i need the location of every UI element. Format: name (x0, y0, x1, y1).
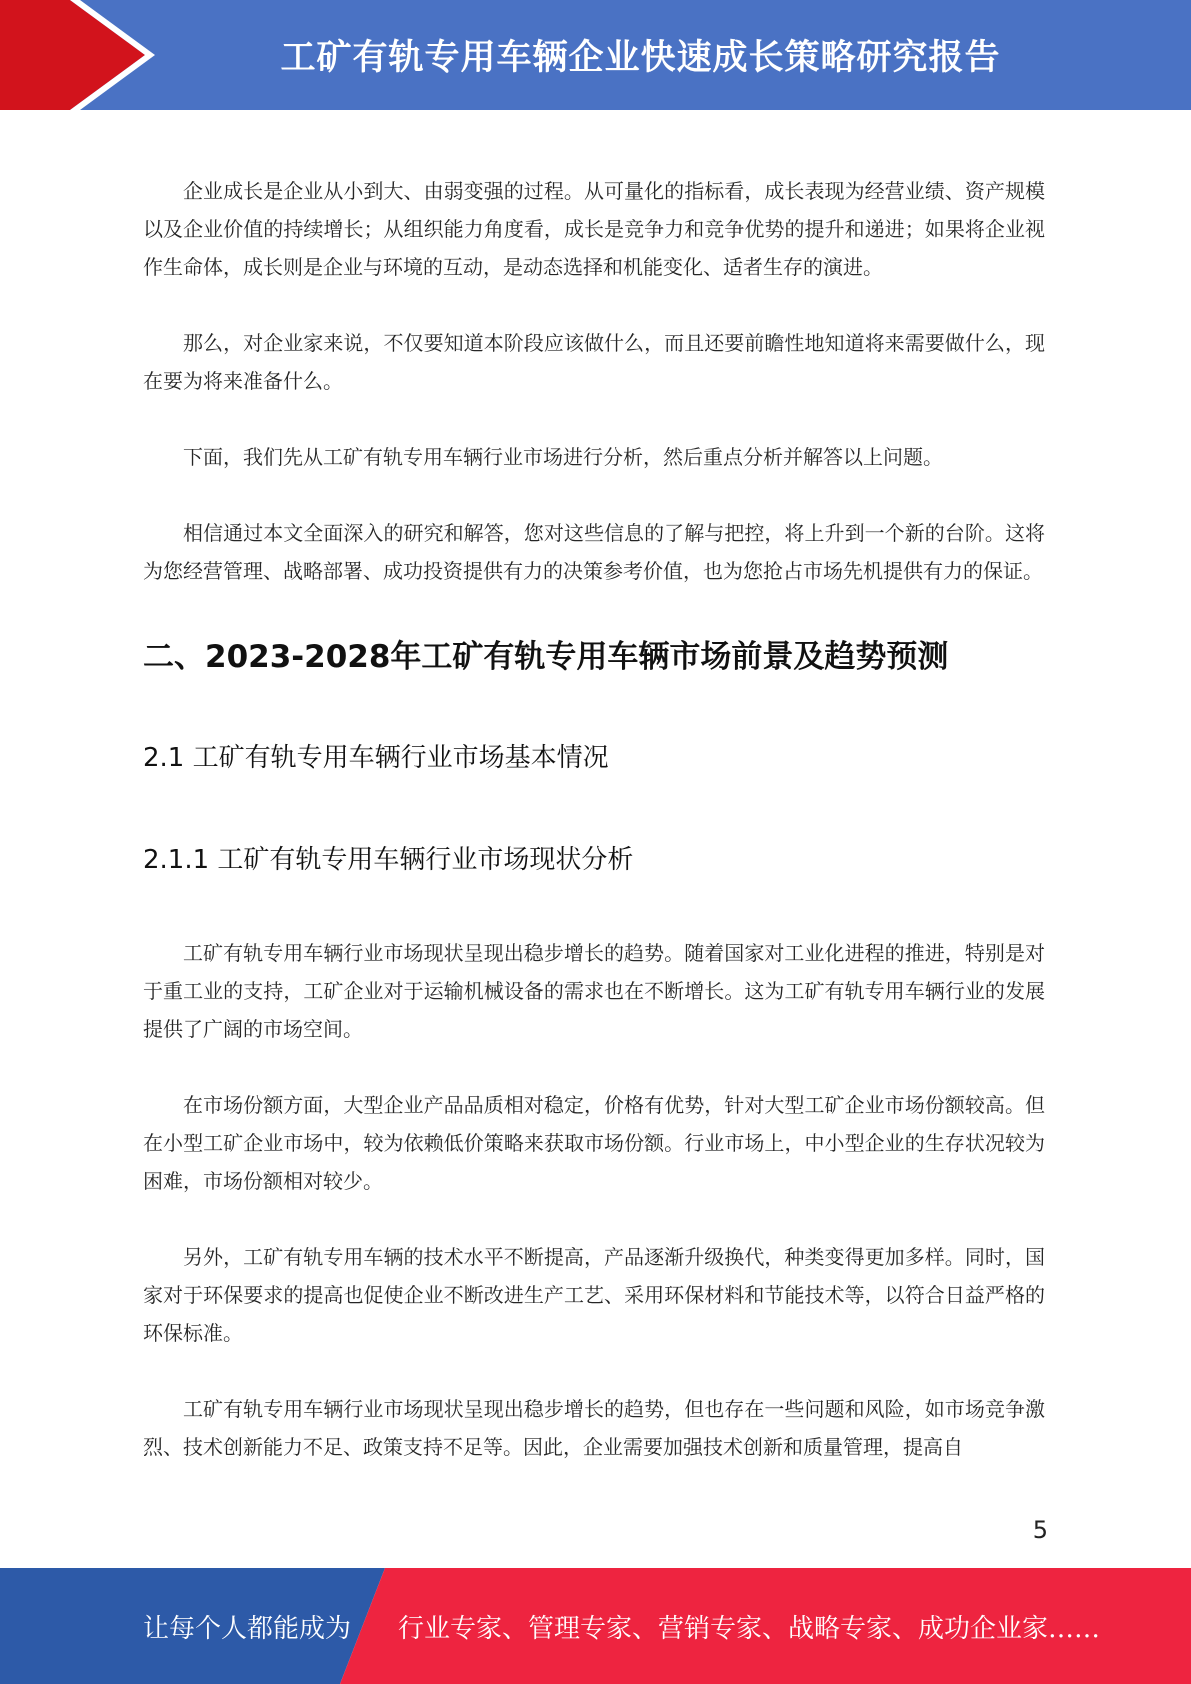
intro-paragraph-1: 企业成长是企业从小到大、由弱变强的过程。从可量化的指标看，成长表现为经营业绩、资产规模以及企业价值的持续增长；从组织能力角度看，成长是竞争力和竞争优势的提升和递进；如果将企业视作生命体，成长则是企业与环境的互动，是动态选择和机能变化、适者生存的演进。 (143, 179, 1045, 279)
body-paragraph-3: 另外，工矿有轨专用车辆的技术水平不断提高，产品逐渐升级换代，种类变得更加多样。同时，国家对于环保要求的提高也促使企业不断改进生产工艺、采用环保材料和节能技术等，以符合日益严格的环保标准。 (143, 1245, 1045, 1345)
body-paragraph-2: 在市场份额方面，大型企业产品品质相对稳定，价格有优势，针对大型工矿企业市场份额较高。但在小型工矿企业市场中，较为依赖低价策略来获取市场份额。行业市场上，中小型企业的生存状况较为困难，市场份额相对较少。 (143, 1093, 1045, 1193)
body-paragraph-4: 工矿有轨专用车辆行业市场现状呈现出稳步增长的趋势，但也存在一些问题和风险，如市场竞争激烈、技术创新能力不足、政策支持不足等。因此，企业需要加强技术创新和质量管理，提高自 (143, 1397, 1045, 1459)
subsubsection-heading: 2.1.1 工矿有轨专用车辆行业市场现状分析 (143, 845, 634, 875)
subsection-heading: 2.1 工矿有轨专用车辆行业市场基本情况 (143, 743, 609, 773)
body-paragraph-1: 工矿有轨专用车辆行业市场现状呈现出稳步增长的趋势。随着国家对工业化进程的推进，特别是对于重工业的支持，工矿企业对于运输机械设备的需求也在不断增长。这为工矿有轨专用车辆行业的发展提供了广阔的市场空间。 (143, 941, 1045, 1041)
report-footer (0, 1568, 1191, 1684)
footer-slogan-left: 让每个人都能成为 (143, 1613, 352, 1644)
report-header (0, 0, 1191, 110)
report-title: 工矿有轨专用车辆企业快速成长策略研究报告 (280, 38, 1001, 78)
intro-paragraph-2: 那么，对企业家来说，不仅要知道本阶段应该做什么，而且还要前瞻性地知道将来需要做什么，现在要为将来准备什么。 (143, 331, 1045, 393)
page-number: 5 (1032, 1516, 1048, 1544)
footer-slogan-right: 行业专家、管理专家、营销专家、战略专家、成功企业家…… (398, 1613, 1101, 1644)
page-content (143, 172, 1045, 1466)
intro-paragraph-4: 相信通过本文全面深入的研究和解答，您对这些信息的了解与把控，将上升到一个新的台阶。这将为您经营管理、战略部署、成功投资提供有力的决策参考价值，也为您抢占市场先机提供有力的保证。 (143, 521, 1045, 583)
section-heading: 二、2023-2028年工矿有轨专用车辆市场前景及趋势预测 (143, 639, 949, 675)
intro-paragraph-3: 下面，我们先从工矿有轨专用车辆行业市场进行分析，然后重点分析并解答以上问题。 (183, 445, 943, 469)
